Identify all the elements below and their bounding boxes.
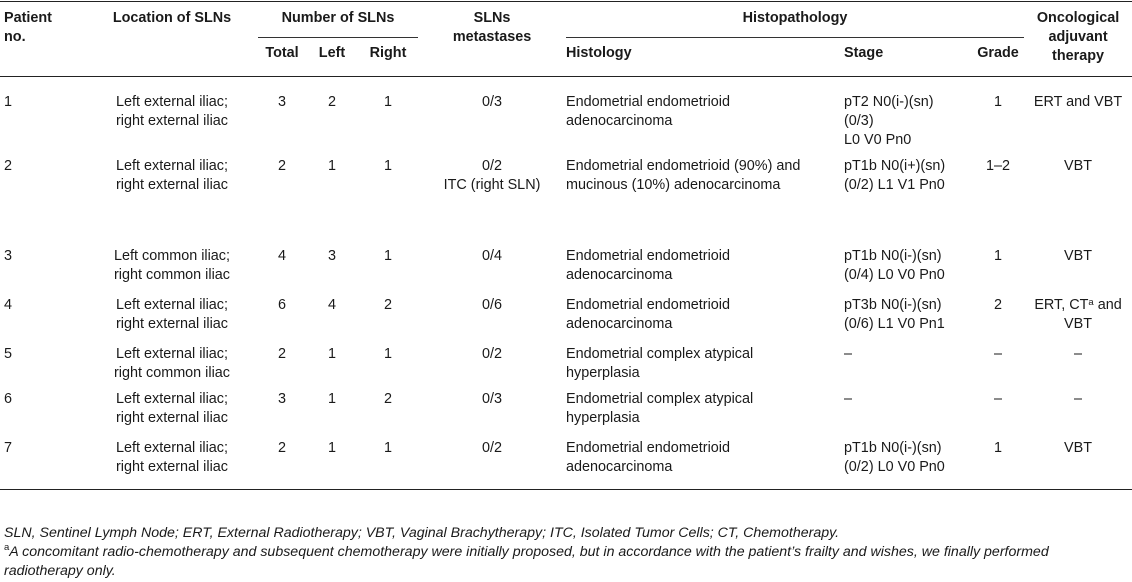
cell-left: 1 <box>327 346 336 362</box>
cell-therapy: ERT, $CT^a$ and VBT <box>1034 297 1122 332</box>
abbreviations-footnote: SLN, Sentinel Lymph Node; ERT, External Radiotherapy; VBT, Vaginal Brachytherapy; ITC, Isolated Tumor Cells; CT, Chemotherapy. <box>4 525 840 541</box>
table-body <box>0 77 1132 490</box>
header-adjuvant: Oncological adjuvant therapy <box>1036 10 1120 64</box>
cell-patient-no: 7 <box>4 440 13 456</box>
cell-total: 3 <box>277 94 286 110</box>
header-patient-no: Patient no. <box>4 10 52 45</box>
cell-stage: pT1b N0(i+)(sn) (0/2) L1 V1 Pn0 <box>844 158 946 193</box>
cell-therapy: VBT <box>1064 158 1093 174</box>
cell-histology: Endometrial endometrioid adenocarcinoma <box>566 94 730 129</box>
cell-total: 2 <box>277 158 286 174</box>
cell-grade: 1 <box>994 94 1003 110</box>
cell-metastases: 0/6 <box>482 297 503 313</box>
cell-histology: Endometrial endometrioid adenocarcinoma <box>566 440 730 475</box>
cell-left: 2 <box>327 94 336 110</box>
cell-location: Left external iliac; right external iliac <box>116 440 228 475</box>
table-row <box>0 387 1132 435</box>
cell-total: 6 <box>277 297 286 313</box>
header-histopathology: Histopathology <box>566 2 1024 38</box>
cell-histology: Endometrial complex atypical hyperplasia <box>566 346 754 381</box>
cell-location: Left external iliac; right external iliac <box>116 158 228 193</box>
cell-left: 1 <box>327 158 336 174</box>
cell-grade: – <box>994 346 1003 362</box>
cell-histology: Endometrial endometrioid adenocarcinoma <box>566 248 730 283</box>
cell-therapy: ERT and VBT <box>1033 94 1123 110</box>
results-table <box>0 1 1132 490</box>
cell-metastases: 0/2 ITC (right SLN) <box>443 158 541 193</box>
cell-metastases: 0/2 <box>482 440 503 456</box>
cell-patient-no: 2 <box>4 158 13 174</box>
table-header <box>0 2 1132 77</box>
cell-total: 4 <box>277 248 286 264</box>
cell-patient-no: 6 <box>4 391 13 407</box>
cell-metastases: 0/3 <box>482 391 503 407</box>
cell-stage: – <box>844 391 853 407</box>
cell-left: 1 <box>327 391 336 407</box>
cell-grade: 1 <box>994 248 1003 264</box>
cell-grade: 1–2 <box>986 158 1011 174</box>
cell-location: Left external iliac; right external iliac <box>116 94 228 129</box>
cell-left: 4 <box>327 297 336 313</box>
cell-histology: Endometrial endometrioid (90%) and mucinous (10%) adenocarcinoma <box>566 158 801 193</box>
footnote-marker: a <box>1088 297 1094 308</box>
table-row <box>0 435 1132 489</box>
header-stage: Stage <box>844 45 884 61</box>
header-total: Total <box>265 45 299 61</box>
cell-patient-no: 1 <box>4 94 13 110</box>
cell-stage: – <box>844 346 853 362</box>
header-metastases: SLNs metastases <box>452 10 532 45</box>
cell-metastases: 0/4 <box>482 248 503 264</box>
cell-metastases: 0/2 <box>482 346 503 362</box>
cell-right: 1 <box>384 440 393 456</box>
cell-patient-no: 4 <box>4 297 13 313</box>
table-row <box>0 77 1132 151</box>
footnote-marker: a <box>4 542 10 553</box>
cell-right: 1 <box>384 158 393 174</box>
cell-location: Left external iliac; right external iliac <box>116 297 228 332</box>
cell-total: 2 <box>277 440 286 456</box>
cell-stage: pT1b N0(i-)(sn) (0/2) L0 V0 Pn0 <box>844 440 945 475</box>
cell-therapy: VBT <box>1064 440 1093 456</box>
cell-total: 2 <box>277 346 286 362</box>
cell-therapy: – <box>1074 346 1083 362</box>
header-number-of-slns: Number of SLNs <box>258 2 418 38</box>
cell-stage: pT1b N0(i-)(sn) (0/4) L0 V0 Pn0 <box>844 248 945 283</box>
cell-therapy: – <box>1074 391 1083 407</box>
cell-patient-no: 3 <box>4 248 13 264</box>
cell-right: 2 <box>384 391 393 407</box>
cell-total: 3 <box>277 391 286 407</box>
cell-grade: – <box>994 391 1003 407</box>
header-left: Left <box>318 45 346 61</box>
cell-histology: Endometrial endometrioid adenocarcinoma <box>566 297 730 332</box>
table-row <box>0 244 1132 289</box>
header-grade: Grade <box>977 45 1019 61</box>
cell-histology: Endometrial complex atypical hyperplasia <box>566 391 754 426</box>
table-row <box>0 150 1132 244</box>
cell-right: 1 <box>384 248 393 264</box>
cell-location: Left common iliac; right common iliac <box>114 248 230 283</box>
cell-right: 1 <box>384 346 393 362</box>
cell-left: 3 <box>327 248 336 264</box>
cell-location: Left external iliac; right external iliac <box>116 391 228 426</box>
cell-left: 1 <box>327 440 336 456</box>
cell-stage: pT2 N0(i-)(sn) (0/3) L0 V0 Pn0 <box>844 94 934 148</box>
cell-metastases: 0/3 <box>482 94 503 110</box>
cell-grade: 1 <box>994 440 1003 456</box>
cell-right: 1 <box>384 94 393 110</box>
table-row <box>0 289 1132 342</box>
cell-location: Left external iliac; right common iliac <box>114 346 230 381</box>
header-location: Location of SLNs <box>112 10 232 26</box>
cell-grade: 2 <box>994 297 1003 313</box>
table-footnote: $^a$A concomitant radio-chemotherapy and subsequent chemotherapy were initially proposed, but in accordance with the patient’s frailty and wishes, we finally performed radiotherapy only. <box>4 542 1049 579</box>
table-row <box>0 342 1132 387</box>
cell-therapy: VBT <box>1064 248 1093 264</box>
cell-stage: pT3b N0(i-)(sn) (0/6) L1 V0 Pn1 <box>844 297 945 332</box>
cell-patient-no: 5 <box>4 346 13 362</box>
cell-right: 2 <box>384 297 393 313</box>
header-histology: Histology <box>566 45 632 61</box>
header-right: Right <box>369 45 407 61</box>
